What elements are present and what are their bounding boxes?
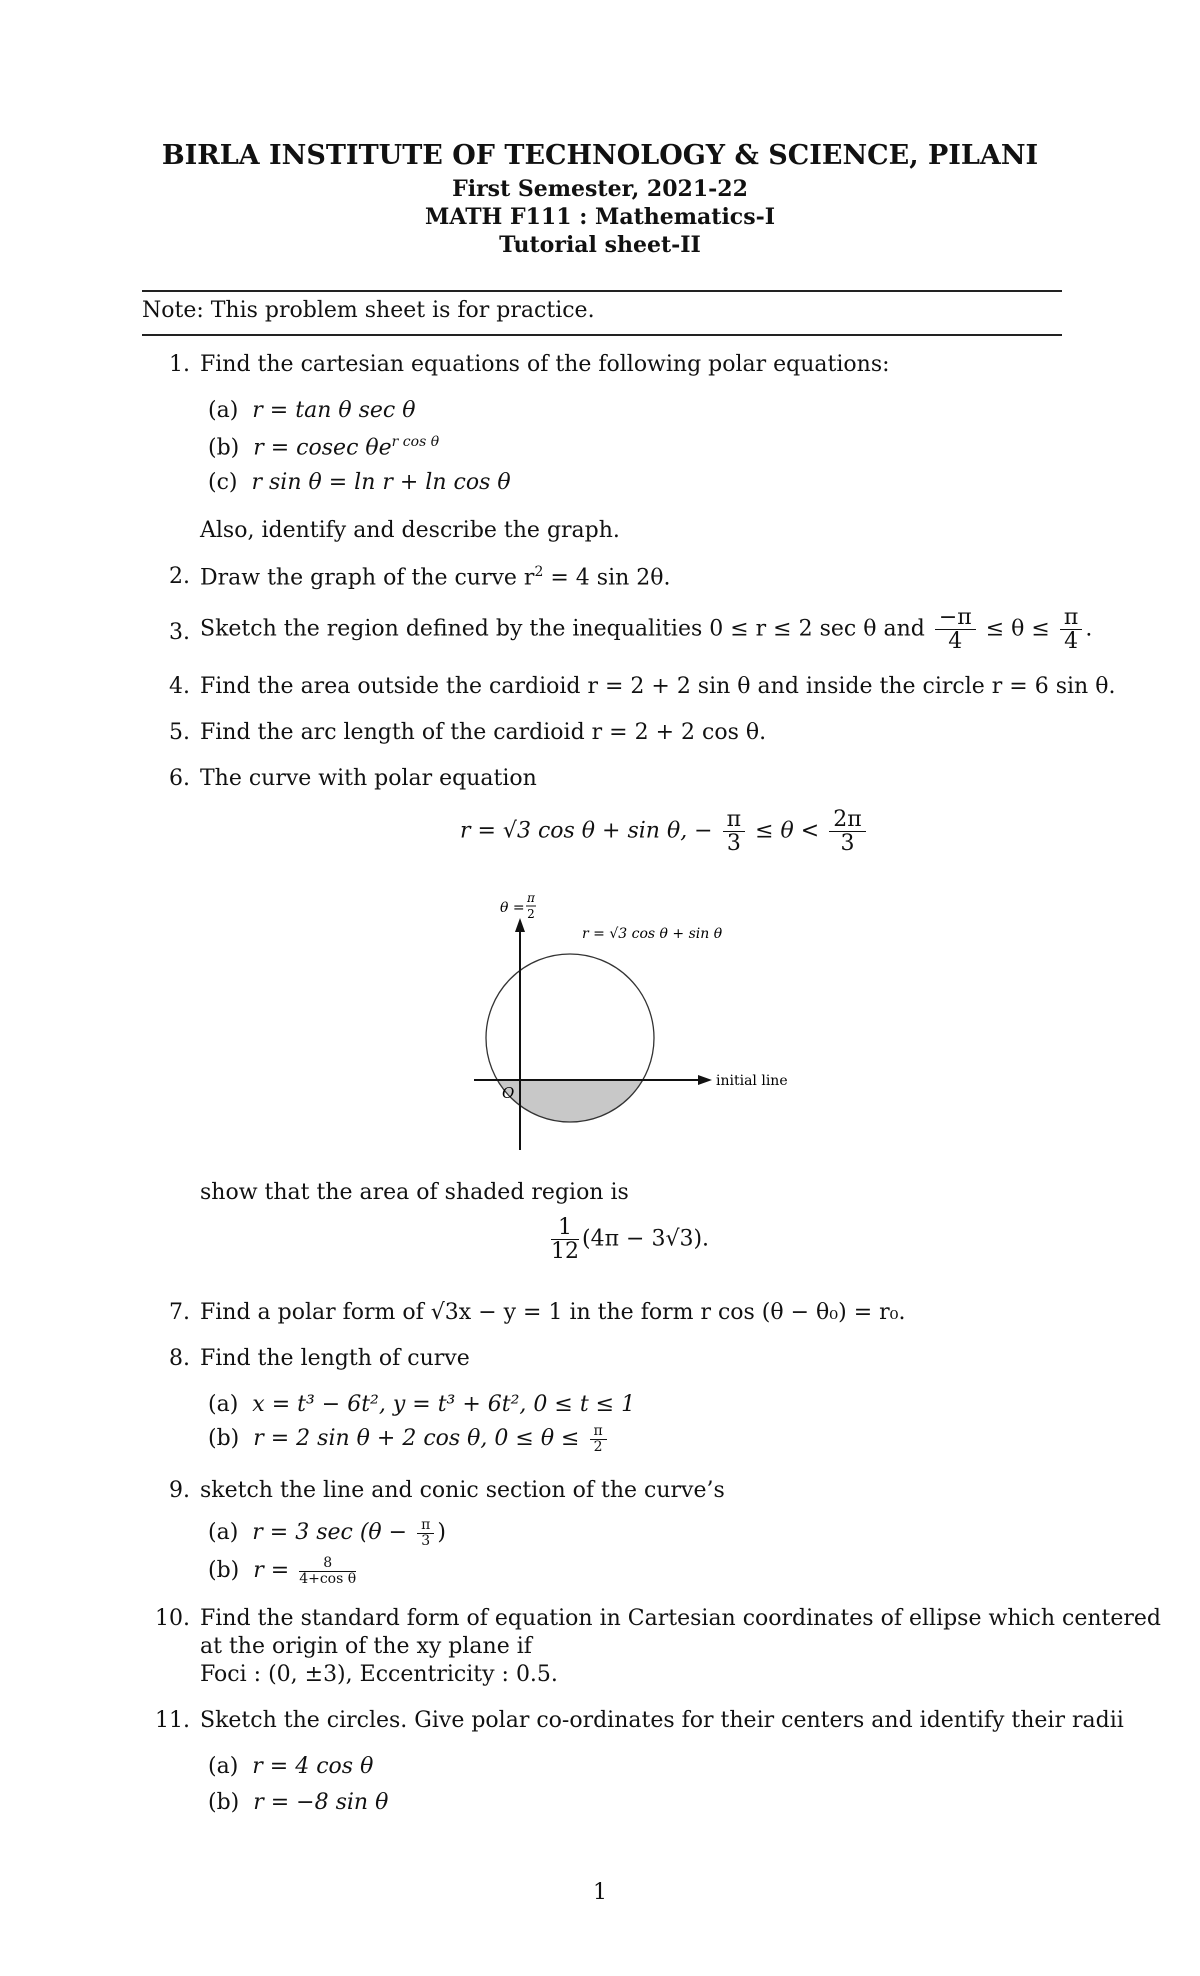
numerator: π — [1060, 606, 1082, 630]
sheet-title: Tutorial sheet-II — [499, 232, 701, 258]
problem-5-number: 5. — [169, 720, 190, 745]
problem-6-equation — [460, 808, 869, 855]
equation: r = — [253, 1558, 290, 1584]
text: . — [1085, 616, 1093, 642]
label: (a) — [208, 1520, 239, 1546]
problem-10-number: 10. — [155, 1606, 190, 1631]
fraction — [417, 1518, 434, 1548]
text: Draw the graph of the curve r — [200, 565, 535, 591]
problem-10-line2: at the origin of the xy plane if — [200, 1634, 532, 1659]
problem-3-text — [200, 606, 1092, 653]
fraction — [829, 808, 865, 855]
problem-1c — [208, 470, 511, 495]
numerator: π — [723, 808, 745, 832]
exponent: r cos θ — [391, 434, 440, 450]
institute-title: BIRLA INSTITUTE OF TECHNOLOGY & SCIENCE, PILANI — [161, 140, 1039, 171]
problem-9a — [208, 1518, 446, 1548]
equation: r = tan θ sec θ — [252, 398, 416, 423]
fraction — [299, 1556, 356, 1586]
problem-8-text: Find the length of curve — [200, 1346, 470, 1371]
numerator: 8 — [299, 1556, 356, 1572]
text: ≤ θ < — [755, 818, 820, 844]
problem-11a — [208, 1754, 373, 1779]
problem-3-number: 3. — [169, 620, 190, 645]
denominator: 12 — [551, 1239, 579, 1265]
bottom-rule — [142, 334, 1062, 336]
semester-line: First Semester, 2021-22 — [452, 176, 748, 202]
problem-8b — [208, 1424, 610, 1454]
label: (c) — [208, 470, 238, 495]
problem-8-number: 8. — [169, 1346, 190, 1371]
axis-theta-num: π — [527, 891, 535, 905]
text: r = √3 cos θ + sin θ, − — [460, 818, 713, 844]
fraction — [590, 1424, 607, 1454]
problem-9-number: 9. — [169, 1478, 190, 1503]
problem-6-after: show that the area of shaded region is — [200, 1180, 629, 1205]
problem-1-after: Also, identify and describe the graph. — [200, 518, 620, 543]
denominator: 3 — [726, 831, 741, 857]
equation: r = cosec θe — [253, 435, 392, 461]
fraction — [1060, 606, 1082, 653]
practice-note: Note: This problem sheet is for practice. — [142, 298, 595, 323]
text: ≤ θ ≤ — [985, 616, 1050, 642]
denominator: 3 — [840, 831, 855, 857]
page-number: 1 — [593, 1880, 607, 1905]
denominator: 3 — [421, 1532, 431, 1549]
numerator: 1 — [551, 1216, 579, 1240]
axis-theta-den: 2 — [527, 907, 535, 921]
numerator: π — [417, 1518, 434, 1534]
numerator: 2π — [829, 808, 865, 832]
problem-5-text: Find the arc length of the cardioid r = 2 + 2 cos θ. — [200, 720, 767, 745]
label: (b) — [208, 1790, 240, 1815]
label: (a) — [208, 1392, 239, 1417]
denominator: 4+cos θ — [299, 1570, 357, 1587]
problem-4-text: Find the area outside the cardioid r = 2 + 2 sin θ and inside the circle r = 6 sin θ. — [200, 674, 1116, 699]
text: = 4 sin 2θ. — [543, 565, 671, 591]
problem-10-line3: Foci : (0, ±3), Eccentricity : 0.5. — [200, 1662, 558, 1687]
curve-label: r = √3 cos θ + sin θ — [582, 926, 723, 942]
problem-11-number: 11. — [155, 1708, 190, 1733]
problem-11b — [208, 1790, 388, 1815]
problem-9-text: sketch the line and conic section of the curve’s — [200, 1478, 725, 1503]
denominator: 4 — [948, 629, 963, 655]
text: (4π − 3√3). — [582, 1226, 710, 1252]
axis-theta-label: θ = — [500, 900, 525, 916]
denominator: 2 — [593, 1438, 603, 1455]
numerator: π — [590, 1424, 607, 1440]
fraction — [551, 1216, 579, 1263]
problem-1a — [208, 398, 415, 423]
label: (a) — [208, 398, 239, 423]
problem-6-number: 6. — [169, 766, 190, 791]
label: (b) — [208, 435, 240, 461]
denominator: 4 — [1064, 629, 1079, 655]
polar-circle-figure — [460, 888, 790, 1158]
fraction — [723, 808, 745, 855]
problem-9b — [208, 1556, 359, 1586]
horizontal-arrow-icon — [698, 1075, 712, 1085]
numerator: −π — [935, 606, 976, 630]
problem-2-text — [200, 564, 671, 590]
problem-6-text: The curve with polar equation — [200, 766, 537, 791]
problem-7-number: 7. — [169, 1300, 190, 1325]
label: (a) — [208, 1754, 239, 1779]
origin-label: O — [502, 1084, 515, 1102]
problem-10-line1: Find the standard form of equation in Cartesian coordinates of ellipse which centered — [200, 1606, 1161, 1631]
equation: x = t³ − 6t², y = t³ + 6t², 0 ≤ t ≤ 1 — [252, 1392, 636, 1417]
course-line: MATH F111 : Mathematics-I — [424, 204, 776, 230]
problem-8a — [208, 1392, 635, 1417]
equation: r = −8 sin θ — [253, 1790, 389, 1815]
problem-11-text: Sketch the circles. Give polar co-ordinates for their centers and identify their radii — [200, 1708, 1124, 1733]
text: ) — [437, 1520, 446, 1546]
initial-line-label: initial line — [716, 1073, 788, 1089]
problem-1-number: 1. — [169, 352, 190, 377]
label: (b) — [208, 1426, 240, 1452]
problem-1-text: Find the cartesian equations of the following polar equations: — [200, 352, 890, 377]
equation: r sin θ = ln r + ln cos θ — [251, 470, 511, 495]
exponent: 2 — [534, 564, 544, 580]
top-rule — [142, 290, 1062, 292]
label: (b) — [208, 1558, 240, 1584]
equation: r = 2 sin θ + 2 cos θ, 0 ≤ θ ≤ — [253, 1426, 580, 1452]
vertical-arrow-icon — [515, 918, 525, 932]
problem-6-answer — [548, 1216, 709, 1263]
problem-1b — [208, 434, 439, 460]
text: Sketch the region defined by the inequalities 0 ≤ r ≤ 2 sec θ and — [200, 616, 925, 642]
problem-4-number: 4. — [169, 674, 190, 699]
problem-2-number: 2. — [169, 564, 190, 589]
problem-7-text: Find a polar form of √3x − y = 1 in the form r cos (θ − θ₀) = r₀. — [200, 1300, 906, 1325]
fraction — [935, 606, 976, 653]
equation: r = 4 cos θ — [252, 1754, 374, 1779]
equation: r = 3 sec (θ − — [252, 1520, 408, 1546]
